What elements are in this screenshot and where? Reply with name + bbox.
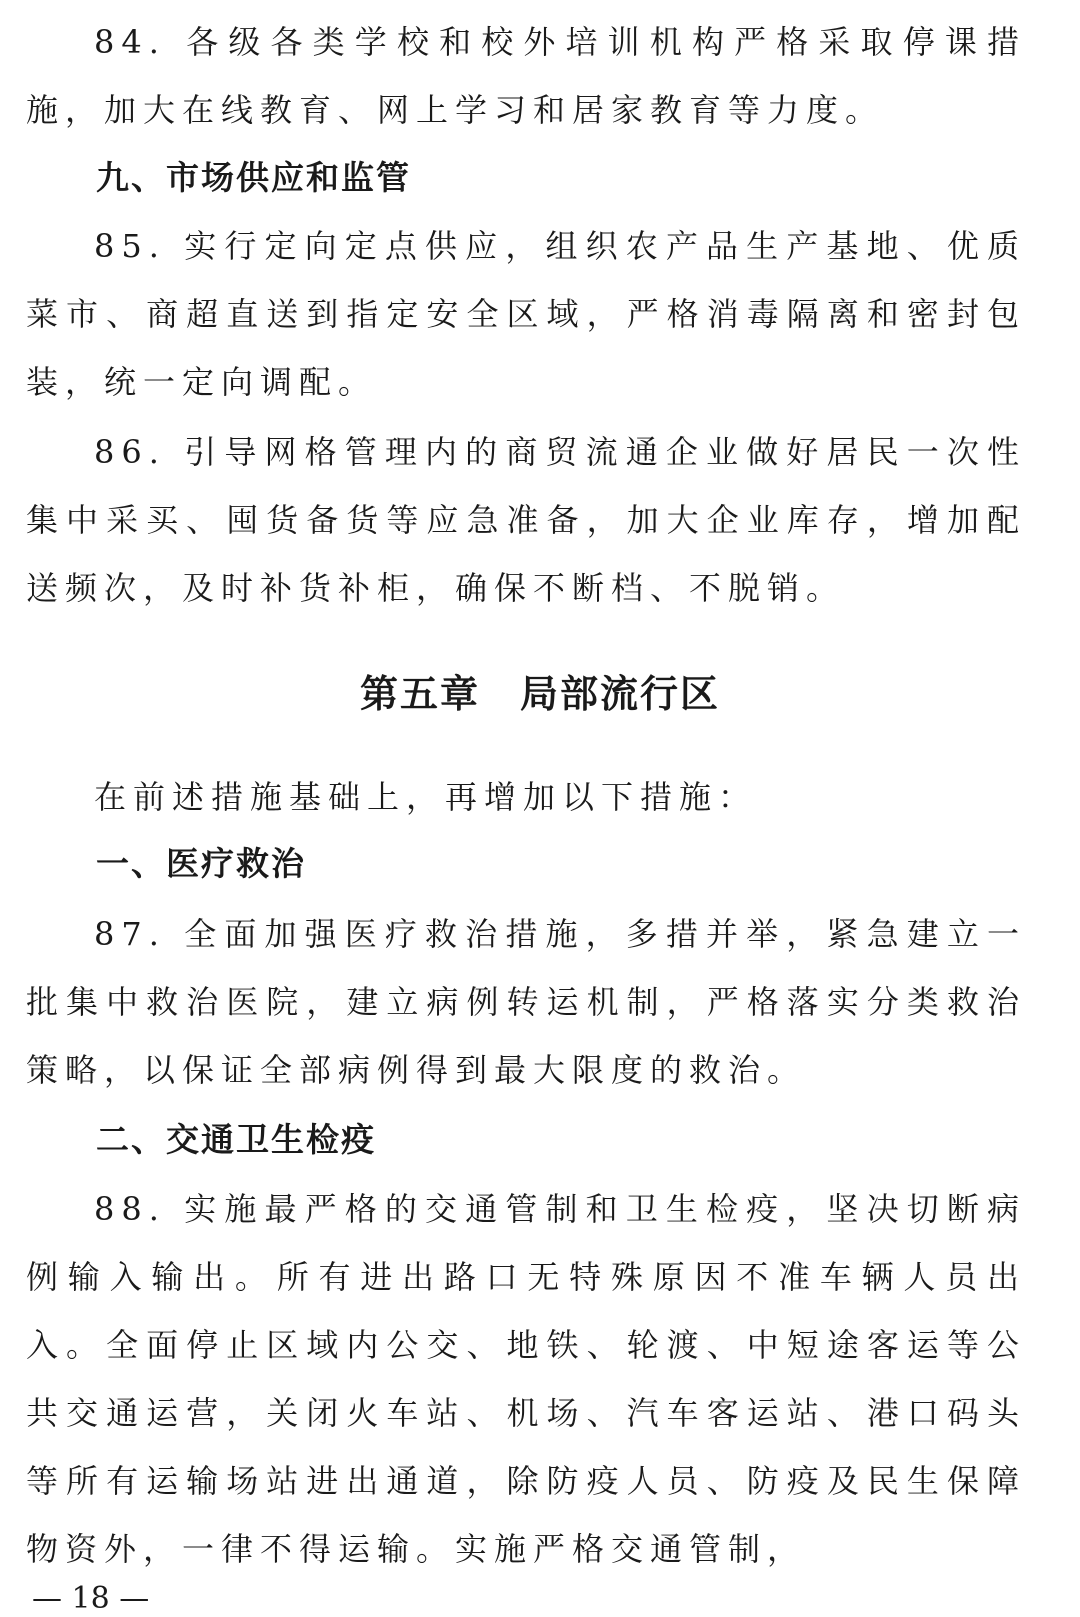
chapter-title-5: 第五章 局部流行区: [359, 672, 720, 716]
paragraph-84: 84. 各级各类学校和校外培训机构严格采取停课措施，加大在线教育、网上学习和居家教育等力度。: [26, 23, 1026, 129]
section-heading-1-medical-treatment: 一、医疗救治: [96, 844, 306, 883]
paragraph-87: 87. 全面加强医疗救治措施，多措并举，紧急建立一批集中救治医院，建立病例转运机制，严格落实分类救治策略，以保证全部病例得到最大限度的救治。: [26, 915, 1026, 1089]
page-number: — 18 —: [32, 1581, 150, 1616]
intro-paragraph: 在前述措施基础上，再增加以下措施：: [94, 778, 758, 816]
section-heading-2-traffic-quarantine: 二、交通卫生检疫: [96, 1120, 376, 1159]
paragraph-85: 85. 实行定向定点供应，组织农产品生产基地、优质菜市、商超直送到指定安全区域，严格消毒隔离和密封包装，统一定向调配。: [26, 227, 1026, 401]
paragraph-86: 86. 引导网格管理内的商贸流通企业做好居民一次性集中采买、囤货备货等应急准备，加大企业库存，增加配送频次，及时补货补柜，确保不断档、不脱销。: [26, 433, 1026, 607]
paragraph-88: 88. 实施最严格的交通管制和卫生检疫，坚决切断病例输入输出。所有进出路口无特殊原因不准车辆人员出入。全面停止区域内公交、地铁、轮渡、中短途客运等公共交通运营，关闭火车站、机场、汽车客运站、港口码头等所有运输场站进出通道，除防疫人员、防疫及民生保障物资外，一律不得运输。实施严格交通管制，: [26, 1190, 1026, 1568]
section-heading-9-market-supply: 九、市场供应和监管: [96, 158, 411, 197]
